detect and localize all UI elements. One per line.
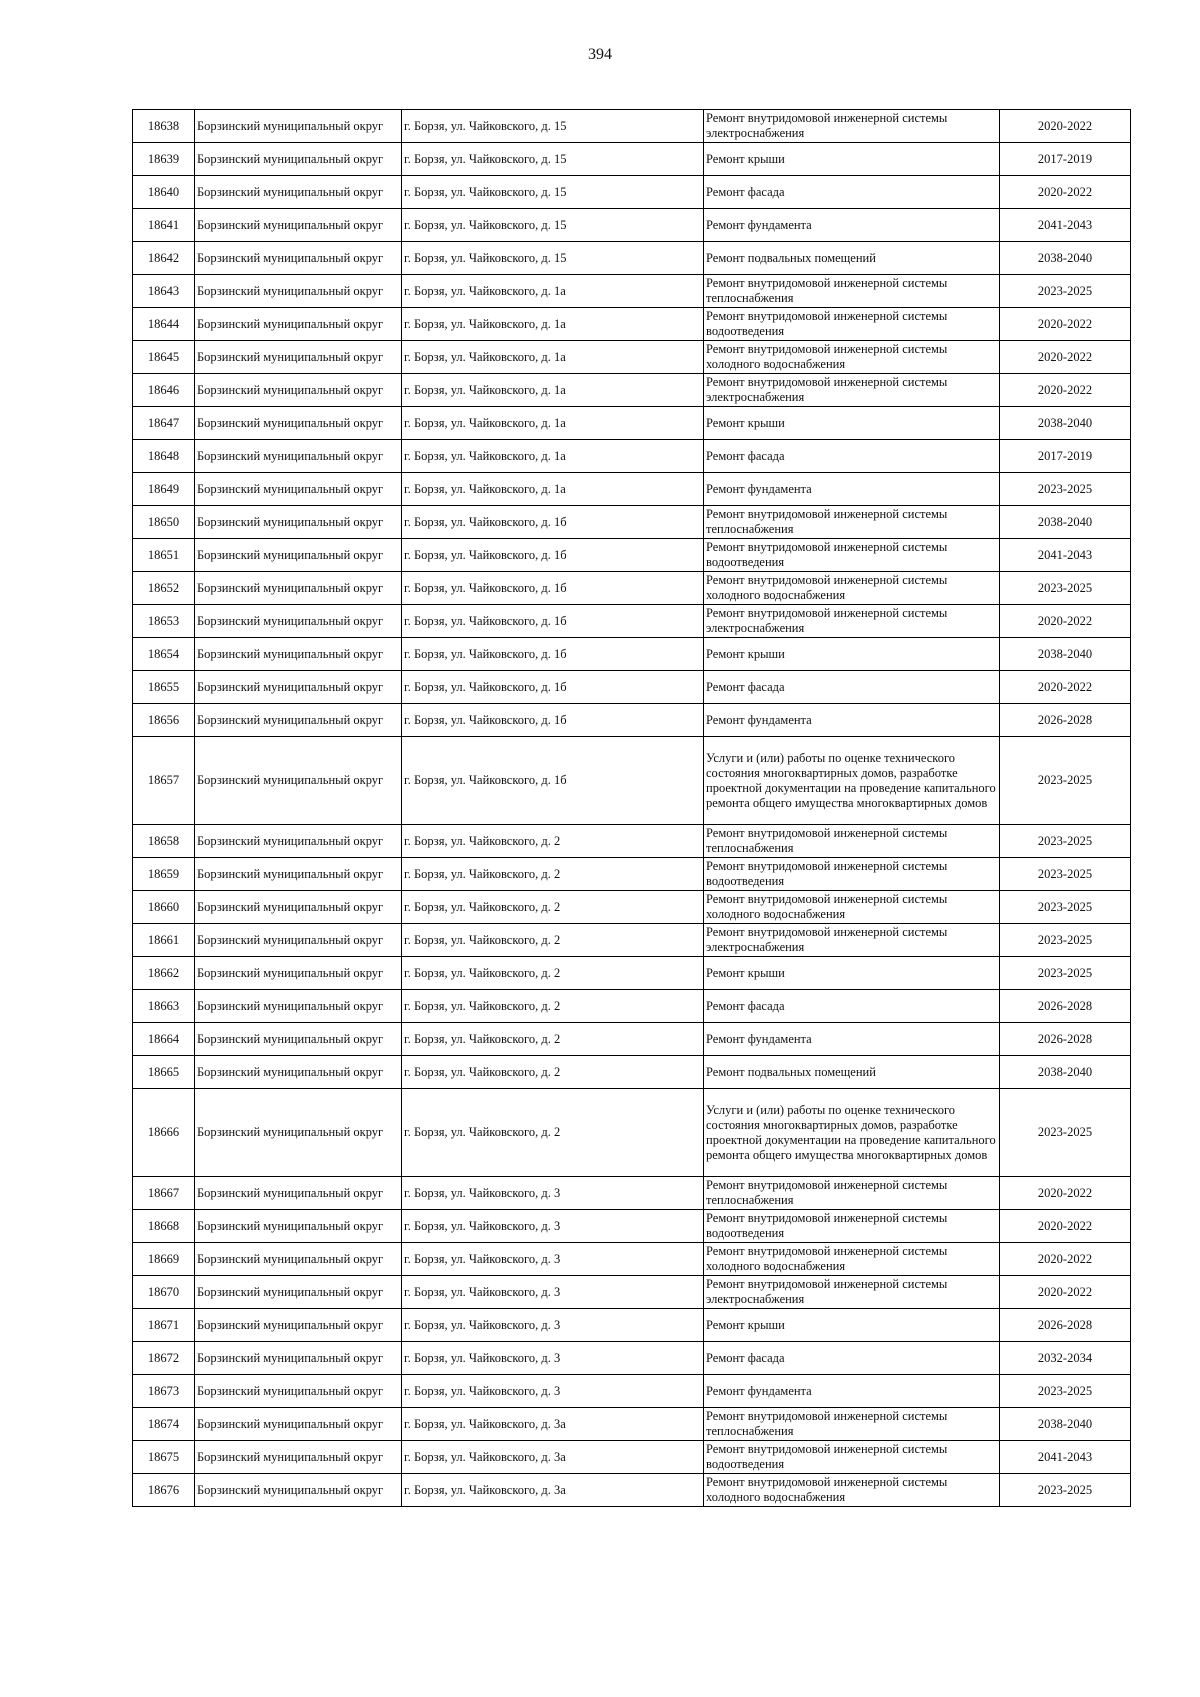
district-cell: Борзинский муниципальный округ [195,1089,402,1177]
table-row [133,374,1131,407]
district-cell: Борзинский муниципальный округ [195,891,402,924]
period-cell: 2020-2022 [1000,1243,1131,1276]
address-cell: г. Борзя, ул. Чайковского, д. 2 [402,825,704,858]
table-row [133,825,1131,858]
period-cell: 2038-2040 [1000,242,1131,275]
district-cell: Борзинский муниципальный округ [195,176,402,209]
address-cell: г. Борзя, ул. Чайковского, д. 15 [402,110,704,143]
work-type-cell: Ремонт внутридомовой инженерной системы водоотведения [704,539,1000,572]
work-type-cell: Ремонт внутридомовой инженерной системы водоотведения [704,1210,1000,1243]
table-row [133,572,1131,605]
row-number-cell: 18660 [133,891,195,924]
period-cell: 2026-2028 [1000,1309,1131,1342]
address-cell: г. Борзя, ул. Чайковского, д. 1б [402,506,704,539]
row-number-cell: 18642 [133,242,195,275]
address-cell: г. Борзя, ул. Чайковского, д. 3 [402,1342,704,1375]
address-cell: г. Борзя, ул. Чайковского, д. 1а [402,341,704,374]
district-cell: Борзинский муниципальный округ [195,1177,402,1210]
district-cell: Борзинский муниципальный округ [195,341,402,374]
work-type-cell: Ремонт фундамента [704,704,1000,737]
row-number-cell: 18647 [133,407,195,440]
table-row [133,242,1131,275]
district-cell: Борзинский муниципальный округ [195,242,402,275]
address-cell: г. Борзя, ул. Чайковского, д. 1б [402,737,704,825]
row-number-cell: 18666 [133,1089,195,1177]
district-cell: Борзинский муниципальный округ [195,957,402,990]
district-cell: Борзинский муниципальный округ [195,990,402,1023]
table-row [133,1342,1131,1375]
district-cell: Борзинский муниципальный округ [195,275,402,308]
address-cell: г. Борзя, ул. Чайковского, д. 3а [402,1474,704,1507]
row-number-cell: 18659 [133,858,195,891]
district-cell: Борзинский муниципальный округ [195,143,402,176]
row-number-cell: 18644 [133,308,195,341]
district-cell: Борзинский муниципальный округ [195,605,402,638]
address-cell: г. Борзя, ул. Чайковского, д. 2 [402,1089,704,1177]
period-cell: 2020-2022 [1000,671,1131,704]
district-cell: Борзинский муниципальный округ [195,1342,402,1375]
district-cell: Борзинский муниципальный округ [195,1309,402,1342]
row-number-cell: 18649 [133,473,195,506]
work-type-cell: Ремонт внутридомовой инженерной системы теплоснабжения [704,506,1000,539]
work-type-cell: Ремонт фундамента [704,1375,1000,1408]
period-cell: 2023-2025 [1000,473,1131,506]
table-row [133,209,1131,242]
row-number-cell: 18656 [133,704,195,737]
table-row [133,1023,1131,1056]
table-row [133,671,1131,704]
address-cell: г. Борзя, ул. Чайковского, д. 3 [402,1375,704,1408]
table-row [133,1408,1131,1441]
work-type-cell: Ремонт подвальных помещений [704,242,1000,275]
period-cell: 2017-2019 [1000,440,1131,473]
row-number-cell: 18669 [133,1243,195,1276]
work-type-cell: Ремонт внутридомовой инженерной системы электроснабжения [704,374,1000,407]
period-cell: 2020-2022 [1000,1177,1131,1210]
table-row [133,506,1131,539]
district-cell: Борзинский муниципальный округ [195,209,402,242]
period-cell: 2020-2022 [1000,1210,1131,1243]
address-cell: г. Борзя, ул. Чайковского, д. 1а [402,275,704,308]
row-number-cell: 18641 [133,209,195,242]
period-cell: 2023-2025 [1000,858,1131,891]
row-number-cell: 18658 [133,825,195,858]
row-number-cell: 18654 [133,638,195,671]
address-cell: г. Борзя, ул. Чайковского, д. 1а [402,473,704,506]
table-row [133,176,1131,209]
address-cell: г. Борзя, ул. Чайковского, д. 1а [402,407,704,440]
period-cell: 2041-2043 [1000,1441,1131,1474]
district-cell: Борзинский муниципальный округ [195,506,402,539]
table-row [133,990,1131,1023]
district-cell: Борзинский муниципальный округ [195,473,402,506]
district-cell: Борзинский муниципальный округ [195,110,402,143]
work-type-cell: Ремонт внутридомовой инженерной системы теплоснабжения [704,275,1000,308]
table-row [133,539,1131,572]
work-type-cell: Ремонт фасада [704,440,1000,473]
address-cell: г. Борзя, ул. Чайковского, д. 1а [402,374,704,407]
period-cell: 2020-2022 [1000,341,1131,374]
table-row [133,143,1131,176]
period-cell: 2023-2025 [1000,1089,1131,1177]
table-row [133,1089,1131,1177]
work-type-cell: Ремонт внутридомовой инженерной системы холодного водоснабжения [704,1243,1000,1276]
district-cell: Борзинский муниципальный округ [195,1210,402,1243]
district-cell: Борзинский муниципальный округ [195,1474,402,1507]
table-row [133,1210,1131,1243]
period-cell: 2020-2022 [1000,308,1131,341]
period-cell: 2023-2025 [1000,924,1131,957]
work-type-cell: Ремонт внутридомовой инженерной системы электроснабжения [704,1276,1000,1309]
address-cell: г. Борзя, ул. Чайковского, д. 1б [402,704,704,737]
work-type-cell: Ремонт внутридомовой инженерной системы теплоснабжения [704,1177,1000,1210]
table-row [133,110,1131,143]
work-type-cell: Ремонт внутридомовой инженерной системы теплоснабжения [704,825,1000,858]
work-type-cell: Ремонт крыши [704,407,1000,440]
address-cell: г. Борзя, ул. Чайковского, д. 1б [402,638,704,671]
work-type-cell: Ремонт фундамента [704,473,1000,506]
address-cell: г. Борзя, ул. Чайковского, д. 15 [402,209,704,242]
district-cell: Борзинский муниципальный округ [195,1375,402,1408]
address-cell: г. Борзя, ул. Чайковского, д. 2 [402,924,704,957]
table-row [133,473,1131,506]
row-number-cell: 18670 [133,1276,195,1309]
district-cell: Борзинский муниципальный округ [195,737,402,825]
address-cell: г. Борзя, ул. Чайковского, д. 2 [402,990,704,1023]
period-cell: 2020-2022 [1000,374,1131,407]
period-cell: 2023-2025 [1000,1375,1131,1408]
table-row [133,1441,1131,1474]
work-type-cell: Ремонт крыши [704,957,1000,990]
table-row [133,1309,1131,1342]
address-cell: г. Борзя, ул. Чайковского, д. 1б [402,671,704,704]
work-type-cell: Ремонт внутридомовой инженерной системы теплоснабжения [704,1408,1000,1441]
period-cell: 2038-2040 [1000,1408,1131,1441]
district-cell: Борзинский муниципальный округ [195,1243,402,1276]
period-cell: 2032-2034 [1000,1342,1131,1375]
row-number-cell: 18638 [133,110,195,143]
row-number-cell: 18661 [133,924,195,957]
address-cell: г. Борзя, ул. Чайковского, д. 2 [402,891,704,924]
table-row [133,275,1131,308]
address-cell: г. Борзя, ул. Чайковского, д. 2 [402,1056,704,1089]
work-type-cell: Ремонт внутридомовой инженерной системы холодного водоснабжения [704,572,1000,605]
district-cell: Борзинский муниципальный округ [195,374,402,407]
address-cell: г. Борзя, ул. Чайковского, д. 1б [402,539,704,572]
address-cell: г. Борзя, ул. Чайковского, д. 15 [402,176,704,209]
address-cell: г. Борзя, ул. Чайковского, д. 2 [402,1023,704,1056]
row-number-cell: 18665 [133,1056,195,1089]
table-row [133,407,1131,440]
work-type-cell: Услуги и (или) работы по оценке технического состояния многоквартирных домов, разработке проектной документации на проведение капитального ремонта общего имущества многоквартирных домов [704,737,1000,825]
row-number-cell: 18672 [133,1342,195,1375]
row-number-cell: 18668 [133,1210,195,1243]
table-body [133,110,1131,1507]
table-row [133,1243,1131,1276]
address-cell: г. Борзя, ул. Чайковского, д. 3 [402,1243,704,1276]
period-cell: 2023-2025 [1000,957,1131,990]
row-number-cell: 18643 [133,275,195,308]
period-cell: 2020-2022 [1000,110,1131,143]
address-cell: г. Борзя, ул. Чайковского, д. 3 [402,1276,704,1309]
row-number-cell: 18648 [133,440,195,473]
address-cell: г. Борзя, ул. Чайковского, д. 15 [402,143,704,176]
address-cell: г. Борзя, ул. Чайковского, д. 15 [402,242,704,275]
district-cell: Борзинский муниципальный округ [195,1441,402,1474]
period-cell: 2017-2019 [1000,143,1131,176]
work-type-cell: Ремонт фасада [704,176,1000,209]
period-cell: 2038-2040 [1000,506,1131,539]
district-cell: Борзинский муниципальный округ [195,1023,402,1056]
table-row [133,308,1131,341]
address-cell: г. Борзя, ул. Чайковского, д. 2 [402,957,704,990]
table-row [133,638,1131,671]
district-cell: Борзинский муниципальный округ [195,440,402,473]
period-cell: 2023-2025 [1000,1474,1131,1507]
address-cell: г. Борзя, ул. Чайковского, д. 3 [402,1210,704,1243]
work-type-cell: Услуги и (или) работы по оценке технического состояния многоквартирных домов, разработке проектной документации на проведение капитального ремонта общего имущества многоквартирных домов [704,1089,1000,1177]
period-cell: 2041-2043 [1000,539,1131,572]
period-cell: 2023-2025 [1000,891,1131,924]
district-cell: Борзинский муниципальный округ [195,638,402,671]
row-number-cell: 18645 [133,341,195,374]
table-row [133,440,1131,473]
period-cell: 2026-2028 [1000,1023,1131,1056]
table-row [133,924,1131,957]
capital-repair-table [132,109,1131,1507]
work-type-cell: Ремонт крыши [704,1309,1000,1342]
work-type-cell: Ремонт внутридомовой инженерной системы электроснабжения [704,110,1000,143]
table-row [133,1177,1131,1210]
work-type-cell: Ремонт внутридомовой инженерной системы холодного водоснабжения [704,1474,1000,1507]
work-type-cell: Ремонт внутридомовой инженерной системы водоотведения [704,858,1000,891]
work-type-cell: Ремонт фундамента [704,1023,1000,1056]
table-row [133,891,1131,924]
work-type-cell: Ремонт внутридомовой инженерной системы холодного водоснабжения [704,891,1000,924]
address-cell: г. Борзя, ул. Чайковского, д. 3 [402,1309,704,1342]
work-type-cell: Ремонт внутридомовой инженерной системы холодного водоснабжения [704,341,1000,374]
table-row [133,704,1131,737]
row-number-cell: 18639 [133,143,195,176]
row-number-cell: 18655 [133,671,195,704]
row-number-cell: 18640 [133,176,195,209]
work-type-cell: Ремонт фасада [704,1342,1000,1375]
period-cell: 2020-2022 [1000,1276,1131,1309]
work-type-cell: Ремонт крыши [704,638,1000,671]
row-number-cell: 18673 [133,1375,195,1408]
period-cell: 2038-2040 [1000,407,1131,440]
work-type-cell: Ремонт внутридомовой инженерной системы водоотведения [704,308,1000,341]
period-cell: 2038-2040 [1000,1056,1131,1089]
period-cell: 2020-2022 [1000,176,1131,209]
row-number-cell: 18664 [133,1023,195,1056]
table-row [133,957,1131,990]
work-type-cell: Ремонт внутридомовой инженерной системы водоотведения [704,1441,1000,1474]
table-row [133,1474,1131,1507]
address-cell: г. Борзя, ул. Чайковского, д. 1а [402,440,704,473]
table-row [133,605,1131,638]
address-cell: г. Борзя, ул. Чайковского, д. 3 [402,1177,704,1210]
row-number-cell: 18650 [133,506,195,539]
table-row [133,858,1131,891]
work-type-cell: Ремонт крыши [704,143,1000,176]
period-cell: 2038-2040 [1000,638,1131,671]
address-cell: г. Борзя, ул. Чайковского, д. 3а [402,1408,704,1441]
page-number: 394 [588,46,612,63]
period-cell: 2023-2025 [1000,737,1131,825]
row-number-cell: 18663 [133,990,195,1023]
district-cell: Борзинский муниципальный округ [195,572,402,605]
period-cell: 2026-2028 [1000,704,1131,737]
row-number-cell: 18657 [133,737,195,825]
district-cell: Борзинский муниципальный округ [195,539,402,572]
row-number-cell: 18671 [133,1309,195,1342]
row-number-cell: 18667 [133,1177,195,1210]
table-row [133,737,1131,825]
district-cell: Борзинский муниципальный округ [195,825,402,858]
table-row [133,1276,1131,1309]
table-row [133,341,1131,374]
address-cell: г. Борзя, ул. Чайковского, д. 2 [402,858,704,891]
period-cell: 2023-2025 [1000,825,1131,858]
table-row [133,1375,1131,1408]
period-cell: 2023-2025 [1000,275,1131,308]
address-cell: г. Борзя, ул. Чайковского, д. 1б [402,605,704,638]
work-type-cell: Ремонт внутридомовой инженерной системы электроснабжения [704,605,1000,638]
work-type-cell: Ремонт подвальных помещений [704,1056,1000,1089]
row-number-cell: 18662 [133,957,195,990]
period-cell: 2023-2025 [1000,572,1131,605]
period-cell: 2041-2043 [1000,209,1131,242]
row-number-cell: 18651 [133,539,195,572]
row-number-cell: 18653 [133,605,195,638]
district-cell: Борзинский муниципальный округ [195,704,402,737]
district-cell: Борзинский муниципальный округ [195,407,402,440]
work-type-cell: Ремонт фасада [704,671,1000,704]
work-type-cell: Ремонт фундамента [704,209,1000,242]
district-cell: Борзинский муниципальный округ [195,308,402,341]
row-number-cell: 18676 [133,1474,195,1507]
district-cell: Борзинский муниципальный округ [195,671,402,704]
period-cell: 2026-2028 [1000,990,1131,1023]
address-cell: г. Борзя, ул. Чайковского, д. 1б [402,572,704,605]
row-number-cell: 18646 [133,374,195,407]
work-type-cell: Ремонт фасада [704,990,1000,1023]
row-number-cell: 18675 [133,1441,195,1474]
address-cell: г. Борзя, ул. Чайковского, д. 3а [402,1441,704,1474]
district-cell: Борзинский муниципальный округ [195,858,402,891]
district-cell: Борзинский муниципальный округ [195,924,402,957]
table-row [133,1056,1131,1089]
district-cell: Борзинский муниципальный округ [195,1056,402,1089]
district-cell: Борзинский муниципальный округ [195,1276,402,1309]
period-cell: 2020-2022 [1000,605,1131,638]
work-type-cell: Ремонт внутридомовой инженерной системы электроснабжения [704,924,1000,957]
address-cell: г. Борзя, ул. Чайковского, д. 1а [402,308,704,341]
row-number-cell: 18652 [133,572,195,605]
district-cell: Борзинский муниципальный округ [195,1408,402,1441]
row-number-cell: 18674 [133,1408,195,1441]
